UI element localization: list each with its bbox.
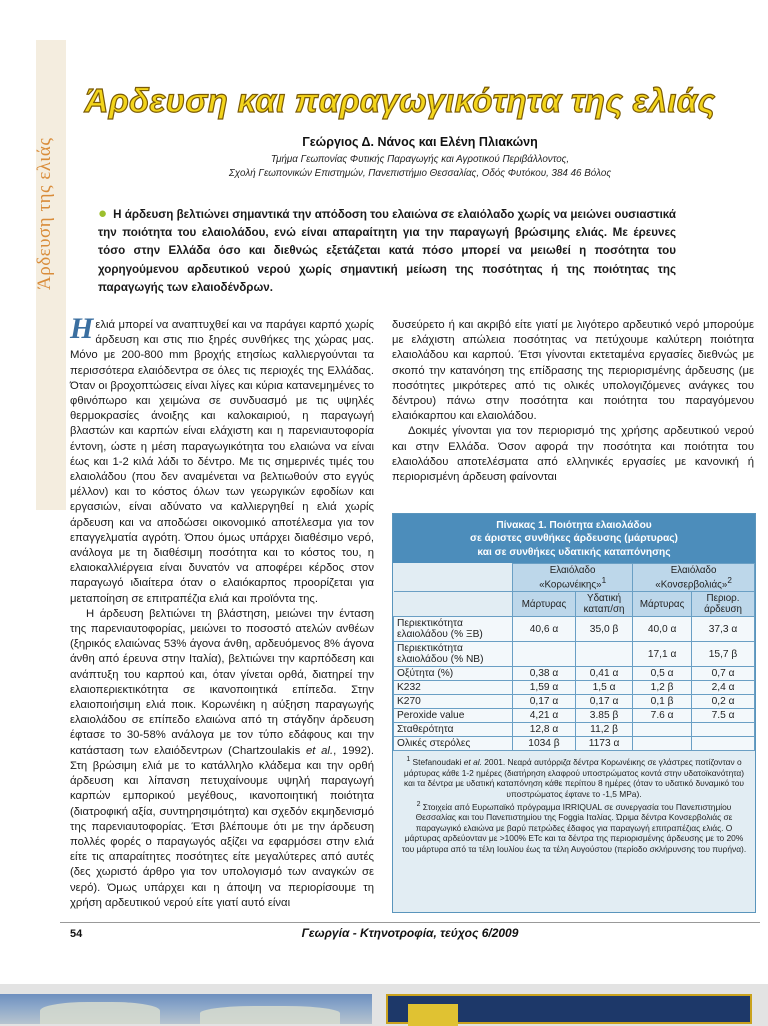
subheader-control-1: Μάρτυρας [513, 592, 576, 617]
cell [633, 723, 692, 737]
cell: 40,0 α [633, 617, 692, 642]
cell [633, 737, 692, 751]
cell: 4,21 α [513, 709, 576, 723]
subheader-stress: Υδατική καταπ/ση [575, 592, 632, 617]
cell [513, 642, 576, 667]
table-notes [393, 751, 755, 858]
tree-shape [200, 1006, 340, 1024]
row-label: Οξύτητα (%) [394, 667, 513, 681]
subheader-limited: Περιορ. άρδευση [692, 592, 755, 617]
olive-tree-photo [0, 994, 372, 1024]
table-row [394, 737, 755, 751]
table-title [393, 514, 755, 563]
row-label: K270 [394, 695, 513, 709]
journal-footer: Γεωργία - Κτηνοτροφία, τεύχος 6/2009 [301, 926, 519, 940]
cell: 7.5 α [692, 709, 755, 723]
table-note-2: $^2$ Στοιχεία από Ευρωπαϊκό πρόγραμμα IRRIQUAL σε συνεργασία του Πανεπιστημίου Θεσσαλίας και του Πανεπιστημίου της Foggia Ιταλίας. Ώριμα δέντρα Κονσερβολιάς σε παραγωγικό ελαιώνα με βαρύ πετρώδες έδαφος για παραγωγή επιτραπέζιας ελιάς. Ο μάρτυρας αρδεύονταν με >100% ETc και τα δέντρα της περιορισμένης άρδευσης με το 20% του μάρτυρα από τα τέλη Ιουλίου έως τα τέλη Αυγούστου (περίοδο σκλήρυνσης του πυρήνα). [401, 800, 747, 854]
row-label: Περιεκτικότητα ελαιολάδου (% ΝΒ) [394, 642, 513, 667]
drop-cap: Η [70, 312, 94, 345]
cell: 0,2 α [692, 695, 755, 709]
cell: 17,1 α [633, 642, 692, 667]
table-row [394, 617, 755, 642]
cell: 37,3 α [692, 617, 755, 642]
bullet-icon: ● [98, 205, 108, 222]
cell: 1,2 β [633, 681, 692, 695]
olive-oil-quality-table [393, 563, 755, 751]
abstract [98, 205, 676, 297]
table-row [394, 709, 755, 723]
article-title: Άρδευση και παραγωγικότητα της ελιάς [84, 82, 716, 119]
table-corner [394, 564, 513, 592]
cell: 2,4 α [692, 681, 755, 695]
table-subheader [394, 592, 755, 617]
article-authors: Γεώργιος Δ. Νάνος και Ελένη Πλιακώνη [302, 135, 538, 149]
cell: 0,7 α [692, 667, 755, 681]
cell: 1,59 α [513, 681, 576, 695]
advert-badge [408, 1004, 458, 1026]
table-group-header [394, 564, 755, 592]
cell: 1,5 α [575, 681, 632, 695]
row-label: Peroxide value [394, 709, 513, 723]
row-label: Περιεκτικότητα ελαιολάδου (% ΞΒ) [394, 617, 513, 642]
table-row [394, 695, 755, 709]
paragraph-3: δυσεύρετο ή και ακριβό είτε γιατί με λιγότερο αρδευτικό νερό μπορούμε με ελάχιστη απώλεια ποσότητας να πετύχουμε καλύτερη ποιότητα ελαιολάδου και καρπού. Έτσι γίνονται εκτεταμένα εργασίες διεθνώς με σκοπό την κατανόηση της επίδρασης της περιορισμένης άρδευσης (με ποσότητες μικρότερες από τις ολικές υπολογιζόμενες ανάγκες του δέντρου) πάνω στην ποσότητα και ποιότητα του παραγόμενου ελαιόκαρπου και ελαιολάδου. [392, 319, 754, 423]
table-row [394, 681, 755, 695]
paragraph-1: ελιά μπορεί να αναπτυχθεί και να παράγει καρπό χωρίς άρδευση και στις πιο ξηρές συνθήκες της χώρας μας. Μόνο με 200-800 mm βροχής ετησίως καλλιεργούνται τα περισσότερα ελαιόδεντρα σε όλες τις περιοχές της Ελλάδας. Όταν οι βροχοπτώσεις είναι λίγες και κύρια κατανεμημένες το φθινόπωρο και χειμώνα σε συνδυασμό με τις υψηλές θερμοκρασίες άνοιξης και καλοκαιριού, η παραγωγή βλαστών και καρπών είναι ελάχιστη και η παρενιαυτοφορία έντονη, ώστε η μέση παραγωγικότητα του ελαιώνα να είναι έως και 1-2 κιλά λάδι το δέντρο. Με τις σημερινές τιμές του ελαιολάδου (που δεν αναμένεται να βελτιωθούν στο εγγύς μέλλον) και το κόστος όλων των γεωργικών εφοδίων και εργασιών, είναι αδύνατο να καλλιεργηθεί η ελιά χωρίς άρδευση και να αποδώσει οικονομικό αποτέλεσμα για τον επαγγελματία αγρότη. Όπου όμως υπάρχει διαθέσιμο νερό, ανάλογα με τη διαθέσιμη ποσότητα και το κόστος του, η ελαιοκαλλιέργεια είναι δυνατόν να αποφέρει κέρδος στον παραγωγό ιδιαίτερα όταν ο ελαιόκαρπος προορίζεται για μεταποίηση σε επιτραπέζια ελιά και προϊόντα της. [70, 319, 374, 605]
table-row [394, 723, 755, 737]
cell: 15,7 β [692, 642, 755, 667]
table-row [394, 642, 755, 667]
cell: 3.85 β [575, 709, 632, 723]
cell: 0,17 α [513, 695, 576, 709]
paragraph-2b: , 1992). Στη βρώσιμη ελιά με το κατάλληλο κλάδεμα και την ορθή άρδευση και λίπανση πετυχαίνουμε υψηλή παραγωγή καρπών εμπορικού μεγέθους, ικανοποιητική ποιότητα (διατροφική αξία, συντηρησιμότητα) και σχεδόν εκμηδενισμό της παρενιαυτοφορίας. Έτσι βλέπουμε ότι με την άρδευση πολλές φορές ο παραγωγός αξίζει να εφαρμόσει στην ελιά είτε τις απαραίτητες ποσότητες είτε μεγαλύτερες από αυτές (δες χωριστό άρθρο για τον υπολογισμό των αναγκών σε νερό). Όμως υπάρχει και η άποψη να περιορίσουμε τη χρήση αρδευτικού νερού είτε γιατί αυτό είναι [70, 744, 374, 909]
section-label: Άρδευση της ελιάς [34, 137, 55, 290]
body-column-1 [70, 312, 374, 911]
table-title-line-3: και σε συνθήκες υδατικής καταπόνησης [477, 546, 671, 558]
tree-shape [40, 1002, 160, 1024]
table-title-line-2: σε άριστες συνθήκες άρδευσης (μάρτυρας) [470, 533, 678, 545]
cell: 35,0 β [575, 617, 632, 642]
row-label: K232 [394, 681, 513, 695]
subheader-control-2: Μάρτυρας [633, 592, 692, 617]
group-header-konservolia: Ελαιόλαδο «Κονσερβολιάς»$^2$ [633, 564, 755, 592]
cell: 1173 α [575, 737, 632, 751]
cell: 0,41 α [575, 667, 632, 681]
table-title-line-1: Πίνακας 1. Ποιότητα ελαιολάδου [496, 520, 652, 531]
cell [692, 737, 755, 751]
paragraph-4: Δοκιμές γίνονται για τον περιορισμό της χρήσης αρδευτικού νερού και στην Ελλάδα. Όσον αφορά την ποσότητα και ποιότητα του ελαιολάδου αποτελέσματα από ελληνικές εργασίες με κανονική ή περιορισμένη άρδευση φαίνονται [392, 425, 754, 484]
cell: 0,17 α [575, 695, 632, 709]
advert-photo [386, 994, 752, 1024]
affiliation-line-1: Τμήμα Γεωπονίας Φυτικής Παραγωγής και Αγροτικού Περιβάλλοντος, [270, 154, 570, 165]
row-label: Σταθερότητα [394, 723, 513, 737]
abstract-text: Η άρδευση βελτιώνει σημαντικά την απόδοση του ελαιώνα σε ελαιόλαδο χωρίς να μειώνει ουσιαστικά την ποιότητα του ελαιολάδου, ενώ είναι απαραίτητη για την παραγωγή βρώσιμης ελιάς. Με έρευνες τόσο στην Ελλάδα όσο και διεθνώς εξετάζεται κατά πόσο μπορεί να μειωθεί η ποσότητα του χορηγούμενου αρδευτικού νερού χωρίς σημαντική μείωση της ποσότητας ή της ποιότητας της παραγωγής των ελαιοδένδρων. [98, 208, 676, 294]
quality-table-box [392, 513, 756, 913]
cell: 0,1 β [633, 695, 692, 709]
table-corner-2 [394, 592, 513, 617]
page-number: 54 [70, 928, 83, 940]
body-column-2 [392, 318, 754, 485]
cell [575, 642, 632, 667]
footer-divider [60, 922, 760, 923]
cell: 0,5 α [633, 667, 692, 681]
affiliation-line-2: Σχολή Γεωπονικών Επιστημών, Πανεπιστήμιο Θεσσαλίας, Οδός Φυτόκου, 384 46 Βόλος [228, 168, 612, 179]
cell: 7.6 α [633, 709, 692, 723]
cell: 0,38 α [513, 667, 576, 681]
table-row [394, 667, 755, 681]
cell [692, 723, 755, 737]
table-note-1: $^1$ Stefanoudaki et al. 2001. Νεαρά αυτόρριζα δέντρα Κορωνέικης σε γλάστρες ποτίζονταν ο μάρτυρας κάθε 1-2 ημέρες (διατήρηση ελαφρού υποστρώματος κοντά στην υδατοϊκανότητα) και τα δέντρα με υδατική καταπόνηση κάθε περίπου 8 ημέρες (όταν το υδατικό δυναμικό του υποστρώματος έφτανε το -1,5 MPa). [403, 756, 745, 800]
cell: 11,2 β [575, 723, 632, 737]
cell: 40,6 α [513, 617, 576, 642]
row-label: Ολικές στερόλες [394, 737, 513, 751]
cell: 12,8 α [513, 723, 576, 737]
paragraph-2a: Η άρδευση βελτιώνει τη βλάστηση, μειώνει την ένταση της παρενιαυτοφορίας, μειώνει το ποσοστό ατελών ανθέων (ξηρικός ελαιώνας 53% άγονα άνθη, αρδευόμενος 8% άγονα άνθη από έρευνα στην Ιταλία), βελτιώνει την καρπόδεση και ανάπτυξη του καρπού και, όταν γίνεται ορθά, διατηρεί την ελαιοπεριεκτικότητα σε ικανοποιητικά επίπεδα. Στην ελαιοποιήσιμη ελιά ποικ. Κορωνέικη η αύξηση παραγωγής ελαιολάδου σε επίπεδο ελαιώνα από τη στάγδην άρδευση έφτασε το 30-58% ανάλογα με τον τύπο εδάφους και την κατάσταση των ελαιόδεντρων (Chartzoulakis [70, 607, 374, 757]
citation-et-al: et al. [306, 744, 334, 757]
group-header-koroneiki: Ελαιόλαδο «Κορωνέικης»$^1$ [513, 564, 633, 592]
cell: 1034 β [513, 737, 576, 751]
